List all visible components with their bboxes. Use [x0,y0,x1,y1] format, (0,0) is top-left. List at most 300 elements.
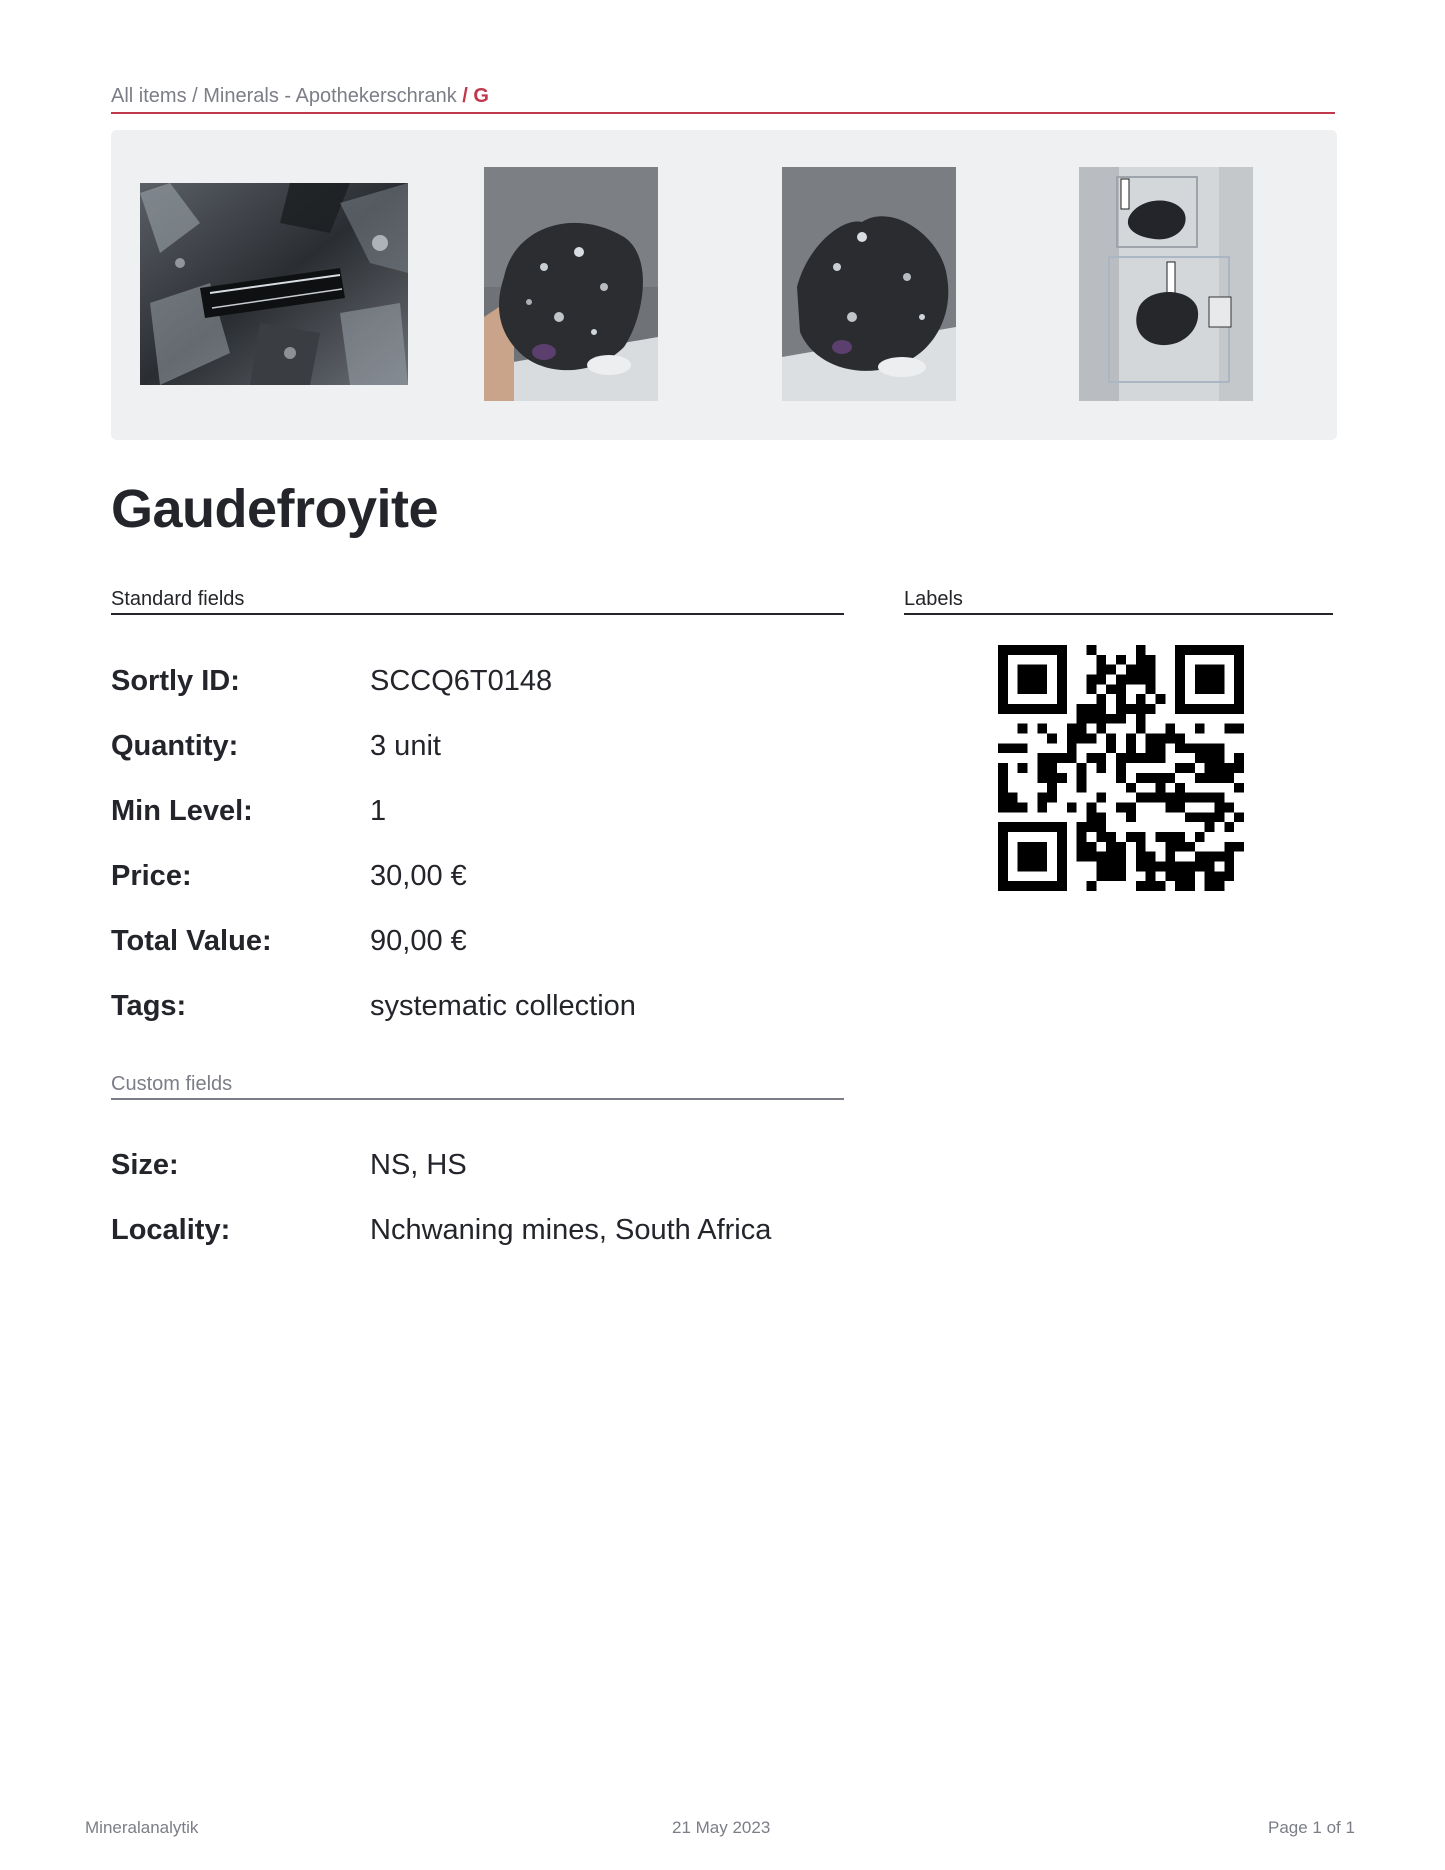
qr-module [1028,704,1038,714]
qr-module [1214,763,1224,773]
qr-module [998,783,1008,793]
qr-module [998,802,1008,812]
qr-module [1136,793,1146,803]
qr-module [998,881,1008,891]
qr-module [1096,793,1106,803]
qr-module [1087,753,1097,763]
field-label: Total Value: [111,925,272,957]
qr-module [1165,871,1175,881]
qr-module [1028,881,1038,891]
qr-module [1037,704,1047,714]
qr-module [1155,773,1165,783]
field-row-size [111,1149,851,1189]
qr-module [1116,802,1126,812]
qr-module [1077,842,1087,852]
qr-module [1018,675,1028,685]
qr-module [998,675,1008,685]
field-row-min-level [111,795,851,835]
qr-module [1116,694,1126,704]
qr-module [1057,832,1067,842]
qr-module [1047,773,1057,783]
qr-module [1096,763,1106,773]
qr-module [1205,773,1215,783]
qr-module [1116,842,1126,852]
qr-module [1037,665,1047,675]
qr-module [1116,861,1126,871]
qr-module [1028,861,1038,871]
mineral-closeup-photo[interactable] [140,183,408,385]
qr-module [1126,783,1136,793]
qr-module [1205,684,1215,694]
qr-module [1195,645,1205,655]
qr-module [1116,684,1126,694]
qr-module [998,822,1008,832]
qr-module [1077,704,1087,714]
qr-module [1165,852,1175,862]
qr-module [1185,812,1195,822]
qr-module [1037,793,1047,803]
qr-module [1175,802,1185,812]
qr-module [1155,734,1165,744]
qr-module [1195,684,1205,694]
qr-module [1096,832,1106,842]
qr-module [1155,783,1165,793]
qr-module [1214,871,1224,881]
qr-module [1224,724,1234,734]
qr-module [1146,684,1156,694]
qr-module [1018,802,1028,812]
field-value: systematic collection [370,990,636,1022]
qr-module [1146,773,1156,783]
field-value: 90,00 € [370,925,467,957]
qr-module [1195,793,1205,803]
qr-module [1155,832,1165,842]
qr-module [1037,773,1047,783]
qr-module [1175,763,1185,773]
field-row-tags [111,990,851,1030]
breadcrumb-root[interactable]: All items [111,85,187,107]
qr-module [1136,773,1146,783]
qr-module [1047,793,1057,803]
qr-module [1155,861,1165,871]
qr-module [1175,734,1185,744]
qr-module [1185,871,1195,881]
qr-module [1057,675,1067,685]
qr-module [998,773,1008,783]
qr-module [1195,665,1205,675]
qr-module [1234,684,1244,694]
qr-module [1116,773,1126,783]
qr-module [1116,753,1126,763]
qr-module [1224,645,1234,655]
qr-module [1087,675,1097,685]
qr-module [1146,753,1156,763]
qr-module [1116,763,1126,773]
item-title: Gaudefroyite [111,479,439,539]
breadcrumb-folder[interactable]: Minerals - Apothekerschrank [203,85,457,107]
qr-module [1037,802,1047,812]
qr-module [1106,665,1116,675]
qr-module [1116,655,1126,665]
qr-module [1087,822,1097,832]
qr-module [1195,724,1205,734]
qr-module [1018,665,1028,675]
qr-module [1008,743,1018,753]
qr-module [998,645,1008,655]
qr-module [1077,832,1087,842]
qr-module [1096,714,1106,724]
qr-module [1018,842,1028,852]
qr-module [1175,694,1185,704]
qr-module [1195,704,1205,714]
qr-module [1087,881,1097,891]
qr-module [1116,852,1126,862]
qr-module [1185,842,1195,852]
qr-module [1175,881,1185,891]
field-label: Sortly ID: [111,665,240,697]
qr-module [1077,714,1087,724]
qr-module [1175,861,1185,871]
qr-module [1195,675,1205,685]
qr-module [1047,753,1057,763]
qr-module [1037,822,1047,832]
qr-module [1175,655,1185,665]
qr-module [1136,842,1146,852]
qr-module [1165,842,1175,852]
qr-module [1214,802,1224,812]
qr-module [1224,773,1234,783]
qr-module [1175,832,1185,842]
qr-module [998,842,1008,852]
qr-module [1136,694,1146,704]
qr-module [1096,675,1106,685]
qr-module [998,793,1008,803]
qr-module [1224,861,1234,871]
mineral-in-box-photo[interactable] [1079,167,1253,401]
qr-module [1126,665,1136,675]
qr-module [1106,714,1116,724]
qr-module [1018,852,1028,862]
qr-module [998,704,1008,714]
qr-module [1214,684,1224,694]
qr-module [1214,773,1224,783]
qr-module [998,852,1008,862]
qr-module [1087,645,1097,655]
qr-module [1057,773,1067,783]
qr-module [1205,675,1215,685]
qr-module [1155,694,1165,704]
qr-module [1096,694,1106,704]
qr-module [1106,734,1116,744]
qr-module [1106,842,1116,852]
qr-module [1126,743,1136,753]
qr-module [1165,802,1175,812]
qr-module [998,861,1008,871]
qr-module [1136,861,1146,871]
qr-module [1008,793,1018,803]
qr-module [1057,753,1067,763]
qr-module [1185,881,1195,891]
breadcrumb-separator: / [192,85,198,107]
qr-module [1224,763,1234,773]
qr-module [1047,704,1057,714]
qr-module [1214,852,1224,862]
qr-module [1214,881,1224,891]
custom-fields-heading: Custom fields [111,1073,844,1100]
qr-module [1037,684,1047,694]
qr-module [1106,852,1116,862]
field-label: Min Level: [111,795,253,827]
qr-module [1057,665,1067,675]
qr-module [1185,704,1195,714]
qr-module [1037,645,1047,655]
qr-module [1195,832,1205,842]
qr-module [1214,645,1224,655]
qr-module [998,871,1008,881]
qr-module [1018,881,1028,891]
qr-module [1096,861,1106,871]
qr-module [1067,743,1077,753]
qr-module [1057,704,1067,714]
qr-module [1087,714,1097,724]
qr-module [1028,852,1038,862]
qr-module [1018,743,1028,753]
footer-company: Mineralanalytik [85,1818,199,1837]
qr-module [1087,812,1097,822]
qr-module [1057,655,1067,665]
qr-module [1047,763,1057,773]
qr-module [1077,763,1087,773]
qr-module [1018,645,1028,655]
qr-module [1037,852,1047,862]
qr-module [1087,704,1097,714]
qr-module [1096,724,1106,734]
qr-module [1126,734,1136,744]
qr-module [1234,675,1244,685]
qr-module [1047,881,1057,891]
qr-module [1096,871,1106,881]
qr-module [1047,783,1057,793]
qr-module [1037,881,1047,891]
qr-module [1234,694,1244,704]
qr-module [1096,852,1106,862]
field-label: Locality: [111,1214,231,1246]
qr-module [1185,763,1195,773]
qr-module [1136,655,1146,665]
qr-module [1126,675,1136,685]
footer-date: 21 May 2023 [672,1818,771,1837]
qr-module [1106,871,1116,881]
qr-module [1155,753,1165,763]
qr-module [1224,704,1234,714]
qr-module [1234,763,1244,773]
qr-module [1077,783,1087,793]
qr-module [1165,734,1175,744]
qr-module [1008,704,1018,714]
qr-module [998,684,1008,694]
qr-module [1018,704,1028,714]
qr-module [1185,743,1195,753]
qr-module [1106,832,1116,842]
qr-module [1057,871,1067,881]
qr-module [1214,675,1224,685]
qr-module [1018,684,1028,694]
mineral-specimen-photo[interactable] [782,167,956,401]
field-label: Quantity: [111,730,239,762]
qr-module [1077,852,1087,862]
qr-module [1234,645,1244,655]
qr-module [1146,881,1156,891]
qr-module [1214,793,1224,803]
qr-module [1175,793,1185,803]
qr-module [1205,763,1215,773]
qr-module [1057,645,1067,655]
qr-module [1234,704,1244,714]
qr-module [1195,753,1205,763]
qr-module [1008,822,1018,832]
qr-module [1136,665,1146,675]
qr-module [1146,793,1156,803]
qr-module [1175,704,1185,714]
qr-module [1116,871,1126,881]
qr-module [1126,812,1136,822]
qr-module [1165,773,1175,783]
qr-module [1057,684,1067,694]
field-row-price [111,860,851,900]
qr-module [1205,645,1215,655]
field-row-total-value [111,925,851,965]
mineral-specimen-photo[interactable] [484,167,658,401]
field-value: NS, HS [370,1149,467,1181]
qr-module [1057,694,1067,704]
qr-module [1136,832,1146,842]
qr-module [1146,655,1156,665]
qr-module [1224,871,1234,881]
qr-module [1096,665,1106,675]
field-label: Price: [111,860,192,892]
qr-module [1214,704,1224,714]
qr-module [1205,822,1215,832]
qr-module [1146,675,1156,685]
qr-module [1205,753,1215,763]
qr-module [1096,812,1106,822]
field-label: Size: [111,1149,179,1181]
qr-module [1067,734,1077,744]
qr-module [1037,675,1047,685]
qr-module [1234,783,1244,793]
qr-module [1165,793,1175,803]
qr-module [1028,665,1038,675]
qr-module [1234,665,1244,675]
qr-module [1205,852,1215,862]
qr-module [1087,842,1097,852]
qr-module [998,832,1008,842]
qr-module [1195,773,1205,783]
qr-module [1096,822,1106,832]
qr-module [998,743,1008,753]
field-value: 30,00 € [370,860,467,892]
qr-module [1175,783,1185,793]
qr-module [1126,802,1136,812]
photo-gallery [111,130,1337,440]
qr-module [1146,743,1156,753]
qr-module [1175,684,1185,694]
qr-module [1214,743,1224,753]
qr-module [1146,665,1156,675]
qr-module [1224,822,1234,832]
qr-module [1224,802,1234,812]
qr-module [1175,645,1185,655]
qr-module [1116,714,1126,724]
qr-module [1195,812,1205,822]
qr-module [1018,724,1028,734]
qr-module [1155,743,1165,753]
qr-module [1106,861,1116,871]
qr-module [1067,724,1077,734]
qr-module [1028,645,1038,655]
qr-module [1077,773,1087,783]
qr-module [1067,753,1077,763]
qr-module [1195,743,1205,753]
qr-module [1165,832,1175,842]
qr-module [1136,645,1146,655]
qr-module [1224,842,1234,852]
qr-module [1087,852,1097,862]
qr-module [1126,832,1136,842]
qr-module [1096,753,1106,763]
qr-module [1106,684,1116,694]
labels-heading: Labels [904,588,1333,615]
qr-module [1165,724,1175,734]
qr-module [1057,822,1067,832]
qr-module [1165,861,1175,871]
qr-module [1047,822,1057,832]
qr-module [1234,812,1244,822]
qr-module [1018,822,1028,832]
qr-module [1214,665,1224,675]
qr-module [1037,842,1047,852]
qr-module [1136,714,1146,724]
qr-module [1037,724,1047,734]
qr-module [1047,734,1057,744]
qr-module [1136,704,1146,714]
field-row-locality [111,1214,851,1254]
qr-module [1185,861,1195,871]
qr-module [1096,704,1106,714]
qr-module [1175,665,1185,675]
qr-module [1037,861,1047,871]
qr-module [1087,684,1097,694]
qr-module [1146,734,1156,744]
field-row-quantity [111,730,851,770]
qr-module [1234,724,1244,734]
qr-module [1205,665,1215,675]
qr-module [1008,645,1018,655]
field-row-sortly-id [111,665,851,705]
qr-code-icon [998,645,1244,891]
qr-module [1116,675,1126,685]
qr-module [1205,861,1215,871]
field-value: SCCQ6T0148 [370,665,553,697]
qr-module [1155,881,1165,891]
field-value: 1 [370,795,387,827]
qr-module [1234,753,1244,763]
qr-module [1155,793,1165,803]
qr-module [1146,861,1156,871]
qr-module [1205,793,1215,803]
qr-module [1146,852,1156,862]
qr-module [1175,842,1185,852]
